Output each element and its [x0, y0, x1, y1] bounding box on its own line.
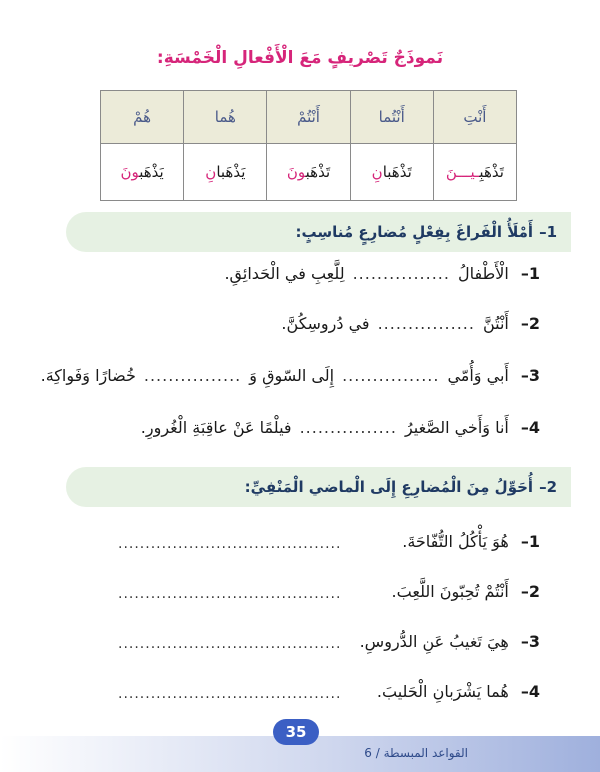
verb-ending: نِ — [205, 163, 217, 181]
table-forms-row — [101, 144, 517, 201]
exercise2-banner — [66, 467, 571, 507]
exercise2-instruction: أُحَوِّلُ مِنَ الْمُضارِعِ إِلَى الْماضي الْمَنْفِيِّ: — [244, 478, 534, 496]
model-title: نَموذَجٌ تَصْريفٍ مَعَ الْأَفْعالِ الْخَمْسَةِ: — [156, 48, 444, 68]
verb-form-cell — [350, 144, 433, 201]
exercise1-item — [40, 264, 540, 283]
item-text-before: الْأَطْفالُ — [457, 264, 509, 283]
item-number: 1– — [520, 264, 540, 283]
exercise1-number: 1– — [539, 223, 557, 241]
item-number: 4– — [520, 418, 540, 437]
page-number-badge: 35 — [273, 719, 319, 745]
verb-stem: يَذْهَب — [139, 163, 164, 181]
item-sentence: هُما يَشْرَبانِ الْحَليبَ. — [376, 682, 509, 701]
verb-ending: ونَ — [120, 163, 140, 181]
blank-line[interactable]: ................ — [352, 264, 450, 283]
item-text-after: في دُروسِكُنَّ. — [281, 314, 370, 333]
item-text-before: أَنْتُنَّ — [482, 314, 509, 333]
item-number: 2– — [520, 314, 540, 333]
item-text-after: خُضارًا وَفَواكِهَ. — [40, 366, 136, 385]
pronoun-cell: هُما — [184, 91, 267, 144]
verb-form-cell — [267, 144, 350, 201]
verb-form-cell — [101, 144, 184, 201]
verb-stem: تَذْهَبِ — [479, 163, 504, 181]
item-number: 4– — [520, 682, 540, 701]
exercise1-item — [40, 314, 540, 333]
blank-line[interactable]: ................ — [377, 314, 475, 333]
item-text-before: أَنا وَأَخي الصَّغيرُ — [404, 418, 509, 437]
item-number: 2– — [520, 582, 540, 601]
verb-ending: نِ — [371, 163, 383, 181]
pronoun-cell: أَنْتُمْ — [267, 91, 350, 144]
verb-form-cell — [433, 144, 516, 201]
blank-line[interactable]: ................ — [342, 366, 440, 385]
verb-stem: تَذْهَب — [305, 163, 331, 181]
item-text-before: أَبي وَأُمّي — [447, 366, 509, 385]
footer-book-title: القواعد المبسطة / 6 — [364, 746, 468, 760]
item-text-middle: إِلَى السّوقِ وَ — [249, 366, 335, 385]
answer-line[interactable]: ......................................... — [118, 636, 342, 652]
pronoun-cell: أَنْتِ — [433, 91, 516, 144]
item-number: 3– — [520, 366, 540, 385]
item-sentence: أَنْتُمْ تُحِبّونَ اللَّعِبَ. — [391, 582, 509, 601]
item-sentence: هُوَ يَأْكُلُ التُّفّاحَةَ. — [402, 532, 509, 551]
pronoun-cell: أَنْتُما — [350, 91, 433, 144]
exercise1-banner — [66, 212, 571, 252]
item-sentence: هِيَ تَغيبُ عَنِ الدُّروسِ. — [359, 632, 509, 651]
pronoun-cell: هُمْ — [101, 91, 184, 144]
item-text-after: لِلَّعِبِ في الْحَدائِقِ. — [224, 264, 345, 283]
blank-line[interactable]: ................ — [143, 366, 242, 385]
verb-stem: يَذْهَبا — [216, 163, 246, 181]
verb-stem: تَذْهَبا — [382, 163, 412, 181]
answer-line[interactable]: ......................................... — [118, 586, 342, 602]
exercise1-item — [40, 366, 540, 385]
verb-ending: ـيـــنَ — [445, 163, 480, 181]
answer-line[interactable]: ......................................... — [118, 536, 342, 552]
conjugation-table — [100, 90, 517, 201]
exercise2-number: 2– — [539, 478, 557, 496]
item-number: 3– — [520, 632, 540, 651]
exercise1-instruction: أَمْلَأُ الْفَراغَ بِفِعْلٍ مُضارِعٍ مُناسِبٍ: — [295, 223, 534, 241]
table-header-row — [101, 91, 517, 144]
item-number: 1– — [520, 532, 540, 551]
answer-line[interactable]: ......................................... — [118, 686, 342, 702]
exercise1-item — [40, 418, 540, 437]
verb-form-cell — [184, 144, 267, 201]
verb-ending: ونَ — [286, 163, 306, 181]
item-text-after: فيلْمًا عَنْ عاقِبَةِ الْغُرورِ. — [140, 418, 292, 437]
blank-line[interactable]: ................ — [299, 418, 397, 437]
